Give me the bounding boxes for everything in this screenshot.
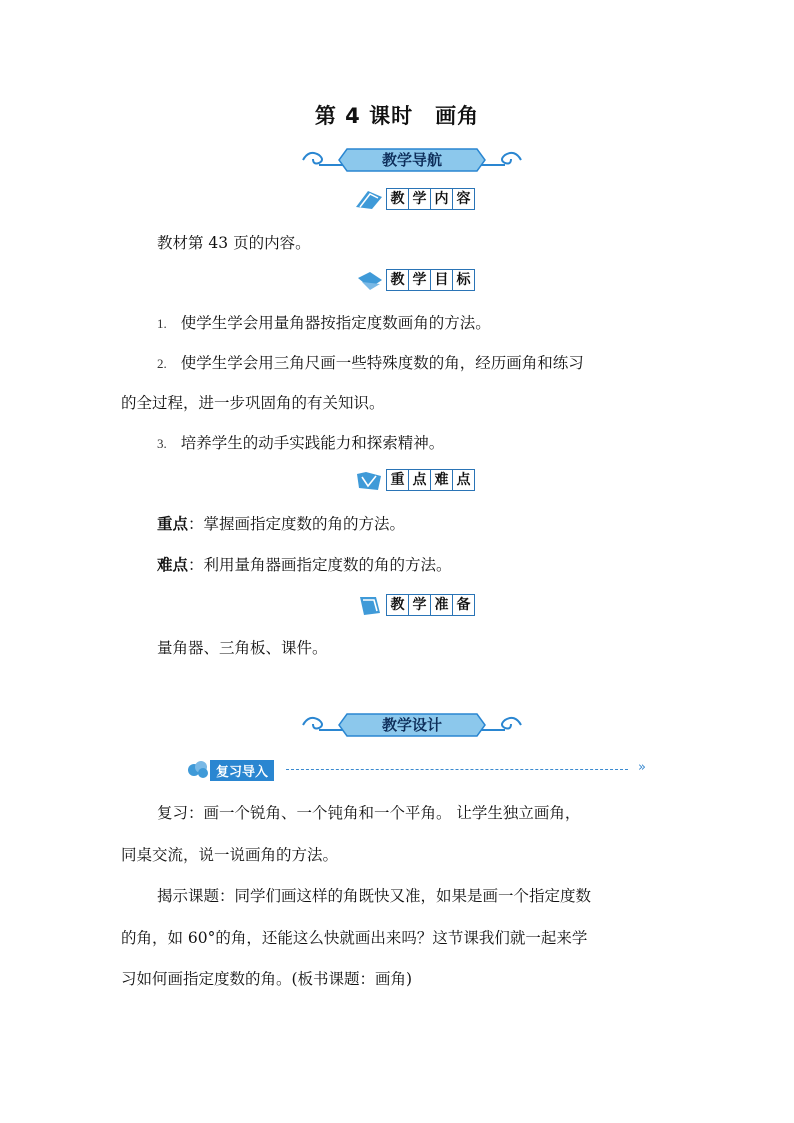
key-text: ：掌握画指定度数的角的方法。 xyxy=(188,515,406,533)
key-label: 重点 xyxy=(157,515,189,533)
stack-icon xyxy=(354,593,384,617)
section-key-difficult xyxy=(354,468,475,492)
difficult-label: 难点 xyxy=(157,556,189,574)
banner-label: 教学导航 xyxy=(381,151,442,169)
banner-label: 教学设计 xyxy=(381,716,442,734)
section-teaching-prep xyxy=(354,593,475,617)
double-chevron-icon: » xyxy=(638,760,646,775)
review-line: 复习：画一个锐角、一个钝角和一个平角。 让学生独立画角， xyxy=(157,804,581,822)
section-teaching-goals xyxy=(354,268,475,292)
difficult-text: ：利用量角器画指定度数的角的方法。 xyxy=(188,556,452,574)
review-line: 的角，如 60°的角，还能这么快就画出来吗？这节课我们就一起来学 xyxy=(121,929,588,947)
section-char: 教 xyxy=(387,595,409,615)
goal-item xyxy=(157,351,584,373)
section-char: 点 xyxy=(456,472,471,488)
section-char: 学 xyxy=(409,270,431,290)
section-char: 学 xyxy=(409,189,431,209)
folder-icon xyxy=(354,468,384,492)
section-teaching-content xyxy=(354,187,475,211)
review-line: 揭示课题：同学们画这样的角既快又准，如果是画一个指定度数 xyxy=(157,887,592,905)
notebook-icon xyxy=(354,268,384,292)
section-char: 学 xyxy=(409,595,431,615)
goal-item-continued xyxy=(121,391,385,413)
goal-number: 2. xyxy=(157,356,167,371)
section-char: 内 xyxy=(431,189,453,209)
goal-number: 3. xyxy=(157,436,167,451)
goal-item xyxy=(157,311,491,333)
prep-text: 量角器、三角板、课件。 xyxy=(157,639,328,657)
banner-teaching-design xyxy=(297,708,527,742)
banner-teaching-guide xyxy=(297,143,527,177)
review-intro-bar xyxy=(186,758,646,780)
section-char: 准 xyxy=(431,595,453,615)
lesson-number: 第 4 课时 xyxy=(314,104,414,128)
goal-number: 1. xyxy=(157,316,167,331)
goal-text: 使学生学会用量角器按指定度数画角的方法。 xyxy=(180,314,491,332)
dashed-divider xyxy=(286,769,628,770)
key-point xyxy=(157,512,405,534)
review-line: 同桌交流，说一说画角的方法。 xyxy=(121,846,339,864)
review-line: 习如何画指定度数的角。(板书课题：画角) xyxy=(121,970,413,988)
section-char: 标 xyxy=(456,272,471,288)
section-char: 教 xyxy=(387,270,409,290)
section-char: 难 xyxy=(431,470,453,490)
review-intro-tag: 复习导入 xyxy=(210,760,274,781)
content-text: 教材第 43 页的内容。 xyxy=(157,234,311,252)
cloud-icon xyxy=(186,758,210,780)
difficult-point xyxy=(157,553,452,575)
goal-item xyxy=(157,431,444,453)
section-char: 点 xyxy=(409,470,431,490)
section-char: 备 xyxy=(456,597,471,613)
section-char: 重 xyxy=(387,470,409,490)
goal-text: 培养学生的动手实践能力和探索精神。 xyxy=(180,434,445,452)
section-char: 容 xyxy=(456,191,471,207)
lesson-topic: 画角 xyxy=(435,104,480,128)
section-char: 目 xyxy=(431,270,453,290)
goal-text: 的全过程，进一步巩固角的有关知识。 xyxy=(121,394,385,412)
page-title xyxy=(0,100,794,130)
goal-text: 使学生学会用三角尺画一些特殊度数的角，经历画角和练习 xyxy=(180,354,584,372)
section-char: 教 xyxy=(387,189,409,209)
book-icon xyxy=(354,187,384,211)
